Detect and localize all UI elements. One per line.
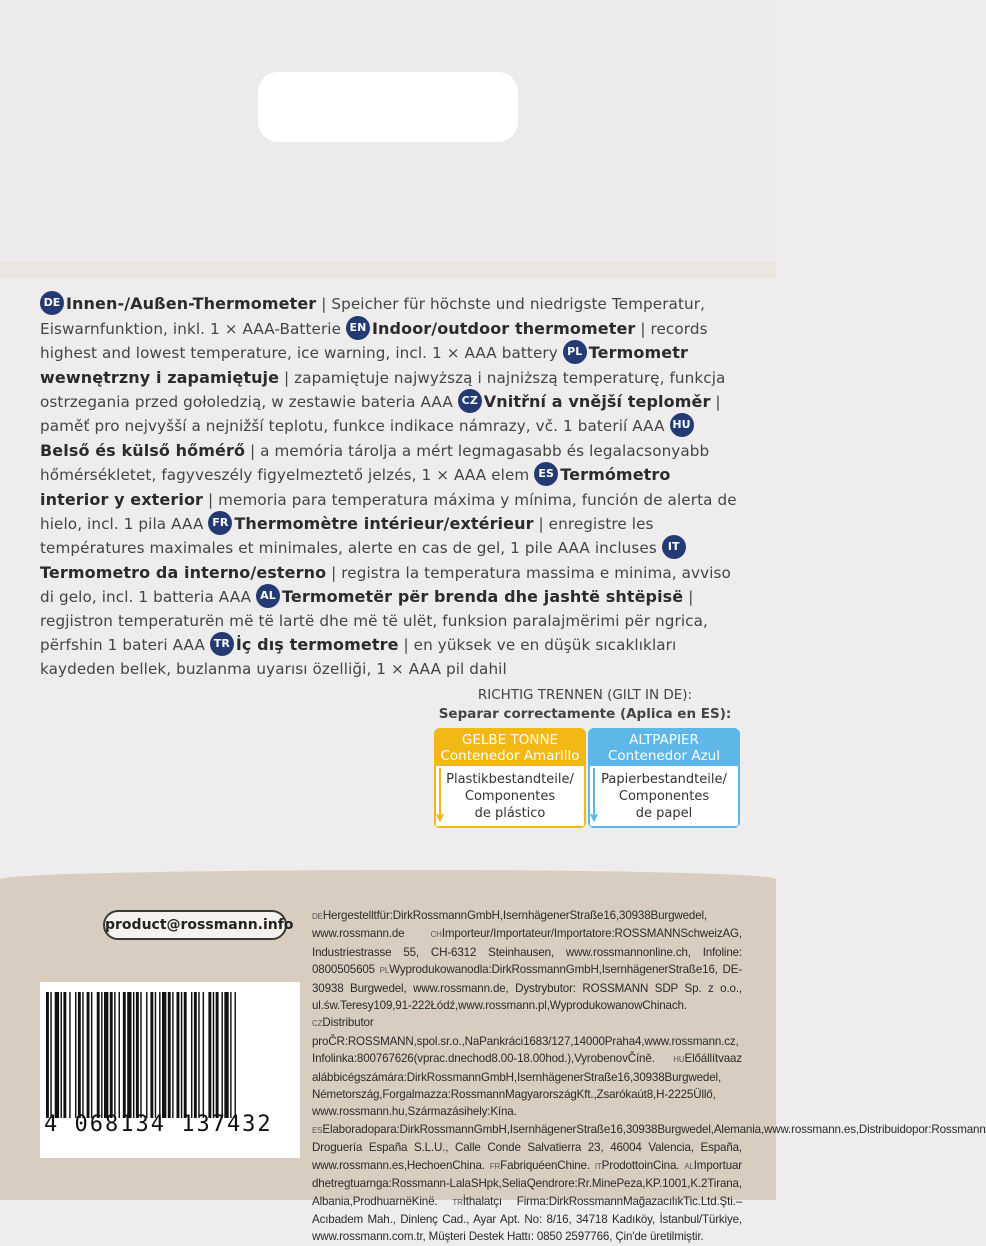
blue-bin-line3: de papel — [635, 806, 693, 821]
barcode-bar — [75, 992, 76, 1118]
barcode-bar — [216, 992, 219, 1118]
blue-bin-title: ALTPAPIER — [629, 732, 699, 748]
barcode-bar — [203, 992, 204, 1118]
barcode-bar — [114, 992, 115, 1118]
barcode-bar — [162, 992, 166, 1118]
product-title-de: Innen-/Außen-Thermometer — [66, 294, 317, 313]
language-badge-pl: PL — [563, 340, 587, 364]
yellow-bin-line3: de plástico — [474, 806, 546, 821]
blue-bin-line1: Papierbestandteile/ — [601, 772, 727, 787]
blue-bin-body — [590, 766, 738, 826]
barcode-bar — [150, 992, 153, 1118]
product-desc-it: | registra la temperatura massima e minima, avviso di gelo, incl. 1 batteria AAA — [40, 563, 731, 607]
legal-text — [312, 907, 986, 1246]
product-desc-es: | memoria para temperatura máxima y mínima, función de alerta de hielo, incl. 1 pila AAA — [40, 490, 737, 534]
barcode-bar — [184, 992, 187, 1118]
legal-country-pl: PL — [379, 966, 390, 976]
legal-country-tr: TR — [452, 1197, 463, 1207]
product-title-es: Termómetro interior y exterior — [40, 465, 671, 509]
barcode-bar — [50, 992, 51, 1118]
barcode-bar — [168, 992, 171, 1118]
legal-country-es: ES — [312, 1125, 323, 1135]
product-title-it: Termometro da interno/esterno — [40, 562, 327, 582]
product-desc-pl: | zapamiętuje najwyższą i najniższą temperaturę, funkcja ostrzegania przed gołoledzią, w zestawie bateria AAA — [40, 368, 726, 412]
legal-it: ProdottoinCina. — [601, 1158, 680, 1172]
legal-tr: İthalatçı Firma:DirkRossmannMağazacılıkTic.Ltd.Şti.– Acıbadem Mah., Dinlenç Cad., Ayar Apt. No: 8/16, 34718 Kadıköy, İstanbul/Türkiye, www.rossmann.com.tr, Müşteri Destek Hattı: 0850 2597766, Çin'de üretilmiştir. — [312, 1194, 743, 1244]
product-desc-fr: | enregistre les températures maximales et minimales, alerte en cas de gel, 1 pile AAA incluses — [40, 515, 662, 557]
product-title-hu: Belső és külső hőmérő — [40, 440, 246, 460]
barcode-bar — [235, 992, 236, 1118]
yellow-bin-title: GELBE TONNE — [461, 732, 559, 748]
yellow-bin-line1: Plastikbestandteile/ — [446, 772, 574, 787]
barcode-bar — [191, 992, 192, 1118]
barcode-bar — [208, 992, 211, 1118]
language-badge-de: DE — [40, 291, 64, 315]
product-title-tr: İç dış termometre — [235, 635, 399, 655]
product-desc-al: | regjistron temperaturën më të lartë dhe më të ulët, funksion paralajmërimi për ngrica, përfshin 1 bateri AAA — [40, 588, 708, 655]
language-badge-en: EN — [346, 316, 370, 340]
barcode-bar — [146, 992, 147, 1118]
language-badge-al: AL — [256, 584, 280, 608]
product-desc-hu: | a memória tárolja a mért legmagasabb és legalacsonyabb hőmérsékletet, fagyveszély figyelmeztető jelzés, 1 × AAA elem — [40, 441, 710, 485]
legal-country-cz: CZ — [312, 1019, 323, 1029]
blue-bin-box — [588, 728, 740, 828]
blue-bin-header — [590, 730, 738, 766]
blue-bin-line2: Componentes — [618, 789, 710, 804]
barcode-bar — [133, 992, 134, 1118]
legal-country-hu: HU — [673, 1055, 685, 1065]
barcode-bar — [97, 992, 100, 1118]
barcode-bar — [181, 992, 182, 1118]
legal-es: Elaboradopara:DirkRossmannGmbH,IsernhägenerStraße16,30938Burgwedel,Alemania,www.rossmann.es,Distribuidopor:Rossmann Droguería España S.L.U., Calle Conde Salvatierra 23, 46004 Valencia, España, www.rossmann.es,HechoenChina. — [312, 1122, 986, 1172]
barcode-bar — [172, 992, 173, 1118]
legal-country-de: DE — [312, 912, 323, 921]
barcode-bar — [198, 992, 199, 1118]
contact-email[interactable]: product@rossmann.info — [103, 910, 287, 940]
recycling-heading-es: Separar correctamente (Aplica en ES): — [438, 706, 732, 722]
legal-country-it: IT — [594, 1161, 602, 1171]
product-title-en: Indoor/outdoor thermometer — [372, 318, 636, 338]
barcode-bar — [123, 992, 126, 1118]
legal-de: Hergestelltfür:DirkRossmannGmbH,IsernhägenerStraße16,30938Burgwedel, www.rossmann.de — [312, 909, 708, 941]
barcode-bar — [119, 992, 120, 1118]
legal-cz: Distributor proČR:ROSSMANN,spol.sr.o.,NaPankráci1683/127,14000Praha4,www.rossmann.cz, Infolinka:800767626(vprac.dnechod8.00-18.00hod.),VyrobenovČíně. — [312, 1016, 739, 1066]
barcode-bar — [61, 992, 62, 1118]
product-title-cz: Vnitřní a vnější teploměr — [483, 392, 711, 412]
product-desc-tr: | en yüksek ve en düşük sıcaklıkları kaydeden bellek, buzlanma uyarısı özelliği, 1 × AAA pil dahil — [40, 636, 677, 678]
product-title-al: Termometër për brenda dhe jashtë shtëpisë — [282, 587, 684, 607]
yellow-bin-box — [434, 728, 586, 828]
barcode-bar — [224, 992, 228, 1118]
legal-fr: FabriquéenChine. — [500, 1158, 590, 1172]
product-title-fr: Thermomètre intérieur/extérieur — [234, 514, 534, 534]
barcode-bar — [82, 992, 83, 1118]
blue-arrow-icon — [590, 768, 600, 824]
product-description — [40, 292, 740, 682]
legal-country-ch: CH — [430, 930, 442, 940]
barcode-bar — [55, 992, 59, 1118]
product-desc-de: | Speicher für höchste und niedrigste Temperatur, Eiswarnfunktion, inkl. 1 × AAA-Batterie — [40, 295, 706, 338]
language-badge-cz: CZ — [458, 389, 482, 413]
legal-country-fr: FR — [489, 1161, 501, 1171]
barcode-bar — [194, 992, 197, 1118]
barcode-bar — [110, 992, 113, 1118]
legal-country-al: AL — [684, 1161, 694, 1171]
legal-al: Importuar dhetregtuarnga:Rossmann-LalaSHpk,SeliaQendrore:Rr.MinePeza,KP.1001,K.2Tirana, Albania,ProdhuarnëKinë. — [312, 1158, 742, 1208]
barcode-bar — [159, 992, 160, 1118]
legal-pl: Wyprodukowanodla:DirkRossmannGmbH,IsernhägenerStraße16, DE-30938 Burgwedel, www.rossmann.de, Dystrybutor: ROSSMANN SDP Sp. z o.o., ul.św.Teresy109,91-222Łódź,www.rossmann.pl,WyprodukowanowChinach. — [312, 963, 742, 1013]
yellow-bin-body — [436, 766, 584, 826]
barcode-bar — [127, 992, 131, 1118]
legal-hu: Előállítvaaz alábbicégszámára:DirkRossmannGmbH,IsernhägenerStraße16,30938Burgwedel, Németország,Forgalmazza:RossmannMagyarországKft.,Zsarókaút8,H-2225Üllő, www.rossmann.hu,Származásihely:Kína. — [312, 1052, 742, 1119]
barcode-bars — [44, 992, 296, 1118]
yellow-bin-line2: Componentes — [464, 789, 556, 804]
blue-bin-subtitle: Contenedor Azul — [607, 748, 720, 764]
barcode-bar — [140, 992, 141, 1118]
yellow-bin-header — [436, 730, 584, 766]
recycling-heading — [430, 686, 740, 724]
language-badge-tr: TR — [210, 632, 234, 656]
barcode-bar — [78, 992, 81, 1118]
yellow-bin-subtitle: Contenedor Amarillo — [440, 748, 580, 764]
barcode-bar — [91, 992, 92, 1118]
product-title-pl: Termometr wewnętrzny i zapamiętuje — [40, 343, 688, 387]
barcode-bar — [221, 992, 222, 1118]
barcode-bar — [213, 992, 214, 1118]
language-badge-hu: HU — [670, 413, 694, 437]
yellow-arrow-icon — [436, 768, 446, 824]
legal-ch: Importeur/Importateur/Importatore:ROSSMANNSchweizAG, Industriestrasse 55, CH-6312 Steinhausen, www.rossmannonline.ch, Infoline: 0800505605 — [312, 927, 742, 977]
barcode-bar — [136, 992, 139, 1118]
barcode-bar — [87, 992, 90, 1118]
language-badge-fr: FR — [208, 511, 232, 535]
language-badge-es: ES — [534, 462, 558, 486]
barcode-number: 4 068134 137432 — [44, 1112, 273, 1137]
divider-band — [0, 262, 776, 278]
product-desc-cz: | paměť pro nejvyšší a nejnižší teplotu, funkce indikace námrazy, vč. 1 baterií AAA — [40, 393, 721, 435]
barcode-bar — [46, 992, 49, 1118]
recycling-heading-de: RICHTIG TRENNEN (GILT IN DE): — [477, 687, 693, 703]
barcode-bar — [155, 992, 156, 1118]
barcode-bar — [230, 992, 231, 1118]
language-badge-it: IT — [662, 535, 686, 559]
barcode-bar — [104, 992, 108, 1118]
hang-hole — [258, 72, 518, 142]
barcode-bar — [69, 992, 70, 1118]
barcode-bar — [63, 992, 66, 1118]
barcode-bar — [101, 992, 102, 1118]
barcode-bar — [177, 992, 180, 1118]
product-desc-en: | records highest and lowest temperature, ice warning, incl. 1 × AAA battery — [40, 319, 708, 363]
barcode — [40, 982, 300, 1158]
